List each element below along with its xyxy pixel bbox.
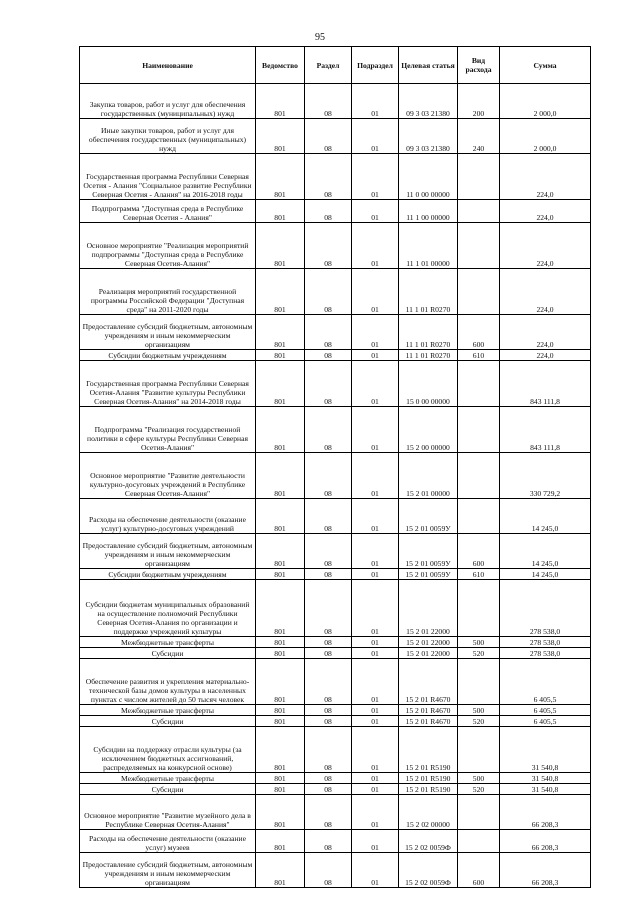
row-name: Предоставление субсидий бюджетным, автономным учреждениям и иным некоммерческим организациям bbox=[80, 534, 256, 569]
row-ved: 801 bbox=[256, 716, 305, 727]
table-row bbox=[80, 269, 591, 315]
row-podrazdel: 01 bbox=[352, 716, 399, 727]
row-podrazdel: 01 bbox=[352, 580, 399, 637]
row-razdel: 08 bbox=[305, 315, 352, 350]
row-summa: 6 405,5 bbox=[500, 659, 591, 705]
row-statya: 11 1 01 00000 bbox=[399, 223, 458, 269]
row-summa: 14 245,0 bbox=[500, 534, 591, 569]
row-razdel: 08 bbox=[305, 569, 352, 580]
row-vid bbox=[458, 659, 500, 705]
row-vid: 600 bbox=[458, 853, 500, 888]
table-row bbox=[80, 648, 591, 659]
row-ved: 801 bbox=[256, 830, 305, 853]
row-name: Межбюджетные трансферты bbox=[80, 637, 256, 648]
row-name: Закупка товаров, работ и услуг для обеспечения государственных (муниципальных) нужд bbox=[80, 84, 256, 119]
row-summa: 843 111,8 bbox=[500, 407, 591, 453]
table-row bbox=[80, 727, 591, 773]
row-vid bbox=[458, 453, 500, 499]
row-razdel: 08 bbox=[305, 269, 352, 315]
row-name: Субсидии бюджетам муниципальных образований на осуществление полномочий Республики Северная Осетия-Алания по организации и поддержке учреждений культуры bbox=[80, 580, 256, 637]
row-name: Основное мероприятие "Развитие музейного дела в Республике Северная Осетия-Алания" bbox=[80, 795, 256, 830]
row-summa: 66 208,3 bbox=[500, 853, 591, 888]
row-statya: 15 2 01 22000 bbox=[399, 580, 458, 637]
row-podrazdel: 01 bbox=[352, 534, 399, 569]
row-vid: 200 bbox=[458, 84, 500, 119]
table-row bbox=[80, 453, 591, 499]
row-summa: 843 111,8 bbox=[500, 361, 591, 407]
row-vid bbox=[458, 795, 500, 830]
row-vid: 520 bbox=[458, 784, 500, 795]
row-summa: 224,0 bbox=[500, 200, 591, 223]
row-statya: 15 2 02 00000 bbox=[399, 795, 458, 830]
row-podrazdel: 01 bbox=[352, 727, 399, 773]
row-summa: 6 405,5 bbox=[500, 705, 591, 716]
row-statya: 15 2 01 R4670 bbox=[399, 716, 458, 727]
row-summa: 14 245,0 bbox=[500, 499, 591, 534]
row-ved: 801 bbox=[256, 269, 305, 315]
row-ved: 801 bbox=[256, 534, 305, 569]
table-row bbox=[80, 659, 591, 705]
row-vid bbox=[458, 223, 500, 269]
row-razdel: 08 bbox=[305, 350, 352, 361]
row-vid: 500 bbox=[458, 705, 500, 716]
row-podrazdel: 01 bbox=[352, 784, 399, 795]
row-name: Субсидии на поддержку отрасли культуры (за исключением бюджетных ассигнований, распределяемых на конкурсной основе) bbox=[80, 727, 256, 773]
row-ved: 801 bbox=[256, 648, 305, 659]
row-name: Субсидии бюджетным учреждениям bbox=[80, 350, 256, 361]
row-summa: 2 000,0 bbox=[500, 84, 591, 119]
row-ved: 801 bbox=[256, 361, 305, 407]
row-razdel: 08 bbox=[305, 534, 352, 569]
row-name: Подпрограмма "Доступная среда в Республике Северная Осетия - Алания" bbox=[80, 200, 256, 223]
header-vid: Вид расхода bbox=[458, 47, 500, 84]
header-podrazdel: Подраздел bbox=[352, 47, 399, 84]
header-summa: Сумма bbox=[500, 47, 591, 84]
row-ved: 801 bbox=[256, 223, 305, 269]
row-statya: 15 2 02 0059Ф bbox=[399, 830, 458, 853]
row-statya: 11 1 01 R0270 bbox=[399, 269, 458, 315]
row-ved: 801 bbox=[256, 705, 305, 716]
header-statya: Целевая статья bbox=[399, 47, 458, 84]
row-vid bbox=[458, 361, 500, 407]
row-name: Государственная программа Республики Северная Осетия-Алания "Развитие культуры Республики Северная Осетия-Алания" на 2014-2018 годы bbox=[80, 361, 256, 407]
row-summa: 6 405,5 bbox=[500, 716, 591, 727]
row-statya: 15 2 00 00000 bbox=[399, 407, 458, 453]
row-podrazdel: 01 bbox=[352, 200, 399, 223]
header-ved: Ведомство bbox=[256, 47, 305, 84]
row-vid: 520 bbox=[458, 716, 500, 727]
row-podrazdel: 01 bbox=[352, 648, 399, 659]
row-statya: 15 0 00 00000 bbox=[399, 361, 458, 407]
row-vid: 500 bbox=[458, 773, 500, 784]
row-razdel: 08 bbox=[305, 727, 352, 773]
row-name: Государственная программа Республики Северная Осетия - Алания "Социальное развитие Республики Северная Осетия - Алания" на 2016-2018 годы bbox=[80, 154, 256, 200]
row-statya: 15 2 01 0059У bbox=[399, 499, 458, 534]
row-vid bbox=[458, 269, 500, 315]
table-row bbox=[80, 773, 591, 784]
row-razdel: 08 bbox=[305, 830, 352, 853]
row-summa: 31 540,8 bbox=[500, 773, 591, 784]
table-body bbox=[80, 84, 591, 888]
row-vid bbox=[458, 200, 500, 223]
row-vid: 240 bbox=[458, 119, 500, 154]
table-row bbox=[80, 534, 591, 569]
row-summa: 66 208,3 bbox=[500, 830, 591, 853]
row-podrazdel: 01 bbox=[352, 315, 399, 350]
row-summa: 278 538,0 bbox=[500, 580, 591, 637]
row-podrazdel: 01 bbox=[352, 795, 399, 830]
row-name: Субсидии бюджетным учреждениям bbox=[80, 569, 256, 580]
row-razdel: 08 bbox=[305, 453, 352, 499]
row-razdel: 08 bbox=[305, 648, 352, 659]
row-statya: 15 2 01 00000 bbox=[399, 453, 458, 499]
table-row bbox=[80, 223, 591, 269]
row-vid: 600 bbox=[458, 315, 500, 350]
row-statya: 11 1 00 00000 bbox=[399, 200, 458, 223]
table-row bbox=[80, 853, 591, 888]
row-razdel: 08 bbox=[305, 705, 352, 716]
row-podrazdel: 01 bbox=[352, 569, 399, 580]
row-ved: 801 bbox=[256, 773, 305, 784]
row-podrazdel: 01 bbox=[352, 407, 399, 453]
row-podrazdel: 01 bbox=[352, 154, 399, 200]
row-name: Межбюджетные трансферты bbox=[80, 773, 256, 784]
row-vid: 520 bbox=[458, 648, 500, 659]
row-name: Субсидии bbox=[80, 716, 256, 727]
row-summa: 31 540,8 bbox=[500, 784, 591, 795]
row-ved: 801 bbox=[256, 795, 305, 830]
row-razdel: 08 bbox=[305, 580, 352, 637]
row-podrazdel: 01 bbox=[352, 773, 399, 784]
row-razdel: 08 bbox=[305, 773, 352, 784]
row-podrazdel: 01 bbox=[352, 223, 399, 269]
row-statya: 11 1 01 R0270 bbox=[399, 350, 458, 361]
row-podrazdel: 01 bbox=[352, 350, 399, 361]
table-row bbox=[80, 154, 591, 200]
row-name: Обеспечение развития и укрепления материально-технической базы домов культуры в населенных пунктах с числом жителей до 50 тысяч человек bbox=[80, 659, 256, 705]
row-razdel: 08 bbox=[305, 407, 352, 453]
row-statya: 15 2 01 R5190 bbox=[399, 727, 458, 773]
row-podrazdel: 01 bbox=[352, 453, 399, 499]
table-row bbox=[80, 119, 591, 154]
row-summa: 224,0 bbox=[500, 223, 591, 269]
row-ved: 801 bbox=[256, 659, 305, 705]
row-ved: 801 bbox=[256, 119, 305, 154]
row-ved: 801 bbox=[256, 84, 305, 119]
table-row bbox=[80, 580, 591, 637]
row-podrazdel: 01 bbox=[352, 361, 399, 407]
table-row bbox=[80, 830, 591, 853]
row-statya: 15 2 01 R4670 bbox=[399, 705, 458, 716]
budget-table bbox=[79, 46, 591, 888]
row-vid: 610 bbox=[458, 350, 500, 361]
row-ved: 801 bbox=[256, 350, 305, 361]
table-row bbox=[80, 350, 591, 361]
row-podrazdel: 01 bbox=[352, 499, 399, 534]
row-name: Иные закупки товаров, работ и услуг для обеспечения государственных (муниципальных) нужд bbox=[80, 119, 256, 154]
row-razdel: 08 bbox=[305, 853, 352, 888]
row-summa: 224,0 bbox=[500, 350, 591, 361]
row-podrazdel: 01 bbox=[352, 119, 399, 154]
row-razdel: 08 bbox=[305, 154, 352, 200]
row-name: Предоставление субсидий бюджетным, автономным учреждениям и иным некоммерческим организациям bbox=[80, 853, 256, 888]
row-razdel: 08 bbox=[305, 637, 352, 648]
table-row bbox=[80, 637, 591, 648]
row-ved: 801 bbox=[256, 315, 305, 350]
row-podrazdel: 01 bbox=[352, 269, 399, 315]
row-razdel: 08 bbox=[305, 659, 352, 705]
row-ved: 801 bbox=[256, 853, 305, 888]
header-name: Наименование bbox=[80, 47, 256, 84]
row-summa: 224,0 bbox=[500, 154, 591, 200]
row-razdel: 08 bbox=[305, 119, 352, 154]
table-row bbox=[80, 705, 591, 716]
table-row bbox=[80, 784, 591, 795]
row-statya: 09 3 03 21380 bbox=[399, 84, 458, 119]
row-ved: 801 bbox=[256, 784, 305, 795]
row-statya: 09 3 03 21380 bbox=[399, 119, 458, 154]
row-summa: 278 538,0 bbox=[500, 637, 591, 648]
row-name: Субсидии bbox=[80, 784, 256, 795]
row-razdel: 08 bbox=[305, 499, 352, 534]
row-name: Основное мероприятие "Развитие деятельности культурно-досуговых учреждений в Республике Северная Осетия-Алания" bbox=[80, 453, 256, 499]
header-razdel: Раздел bbox=[305, 47, 352, 84]
row-statya: 11 0 00 00000 bbox=[399, 154, 458, 200]
row-ved: 801 bbox=[256, 453, 305, 499]
row-statya: 15 2 01 0059У bbox=[399, 569, 458, 580]
row-name: Предоставление субсидий бюджетным, автономным учреждениям и иным некоммерческим организациям bbox=[80, 315, 256, 350]
row-summa: 278 538,0 bbox=[500, 648, 591, 659]
row-statya: 15 2 01 R5190 bbox=[399, 773, 458, 784]
row-razdel: 08 bbox=[305, 200, 352, 223]
page-number: 95 bbox=[315, 32, 325, 43]
row-summa: 14 245,0 bbox=[500, 569, 591, 580]
row-name: Реализация мероприятий государственной программы Российской Федерации "Доступная среда" на 2011-2020 годы bbox=[80, 269, 256, 315]
row-razdel: 08 bbox=[305, 223, 352, 269]
row-ved: 801 bbox=[256, 637, 305, 648]
row-vid bbox=[458, 830, 500, 853]
table-row bbox=[80, 84, 591, 119]
table-row bbox=[80, 716, 591, 727]
row-statya: 11 1 01 R0270 bbox=[399, 315, 458, 350]
row-ved: 801 bbox=[256, 569, 305, 580]
row-statya: 15 2 02 0059Ф bbox=[399, 853, 458, 888]
row-name: Подпрограмма "Реализация государственной политики в сфере культуры Республики Северная Осетия-Алания" bbox=[80, 407, 256, 453]
row-summa: 31 540,8 bbox=[500, 727, 591, 773]
row-summa: 224,0 bbox=[500, 315, 591, 350]
row-statya: 15 2 01 0059У bbox=[399, 534, 458, 569]
table-header-row bbox=[80, 47, 591, 84]
row-razdel: 08 bbox=[305, 795, 352, 830]
row-razdel: 08 bbox=[305, 361, 352, 407]
row-vid: 500 bbox=[458, 637, 500, 648]
row-summa: 2 000,0 bbox=[500, 119, 591, 154]
table-row bbox=[80, 569, 591, 580]
table-row bbox=[80, 315, 591, 350]
row-ved: 801 bbox=[256, 407, 305, 453]
table-row bbox=[80, 361, 591, 407]
table-row bbox=[80, 200, 591, 223]
row-ved: 801 bbox=[256, 200, 305, 223]
row-name: Расходы на обеспечение деятельности (оказание услуг) культурно-досуговых учреждений bbox=[80, 499, 256, 534]
row-podrazdel: 01 bbox=[352, 830, 399, 853]
row-name: Основное мероприятие "Реализация мероприятий подпрограммы "Доступная среда в Республике Северная Осетия-Алания" bbox=[80, 223, 256, 269]
table-row bbox=[80, 407, 591, 453]
row-podrazdel: 01 bbox=[352, 637, 399, 648]
row-summa: 66 208,3 bbox=[500, 795, 591, 830]
row-name: Субсидии bbox=[80, 648, 256, 659]
row-podrazdel: 01 bbox=[352, 853, 399, 888]
row-ved: 801 bbox=[256, 154, 305, 200]
row-statya: 15 2 01 22000 bbox=[399, 637, 458, 648]
row-name: Межбюджетные трансферты bbox=[80, 705, 256, 716]
row-ved: 801 bbox=[256, 727, 305, 773]
row-razdel: 08 bbox=[305, 716, 352, 727]
row-razdel: 08 bbox=[305, 784, 352, 795]
row-ved: 801 bbox=[256, 499, 305, 534]
row-ved: 801 bbox=[256, 580, 305, 637]
row-vid bbox=[458, 580, 500, 637]
row-vid bbox=[458, 407, 500, 453]
row-vid bbox=[458, 154, 500, 200]
row-vid: 600 bbox=[458, 534, 500, 569]
table-row bbox=[80, 795, 591, 830]
row-summa: 224,0 bbox=[500, 269, 591, 315]
row-razdel: 08 bbox=[305, 84, 352, 119]
row-statya: 15 2 01 R4670 bbox=[399, 659, 458, 705]
row-summa: 330 729,2 bbox=[500, 453, 591, 499]
row-statya: 15 2 01 22000 bbox=[399, 648, 458, 659]
row-name: Расходы на обеспечение деятельности (оказание услуг) музеев bbox=[80, 830, 256, 853]
row-podrazdel: 01 bbox=[352, 705, 399, 716]
row-vid bbox=[458, 499, 500, 534]
row-vid bbox=[458, 727, 500, 773]
row-podrazdel: 01 bbox=[352, 659, 399, 705]
row-statya: 15 2 01 R5190 bbox=[399, 784, 458, 795]
table-row bbox=[80, 499, 591, 534]
row-podrazdel: 01 bbox=[352, 84, 399, 119]
row-vid: 610 bbox=[458, 569, 500, 580]
